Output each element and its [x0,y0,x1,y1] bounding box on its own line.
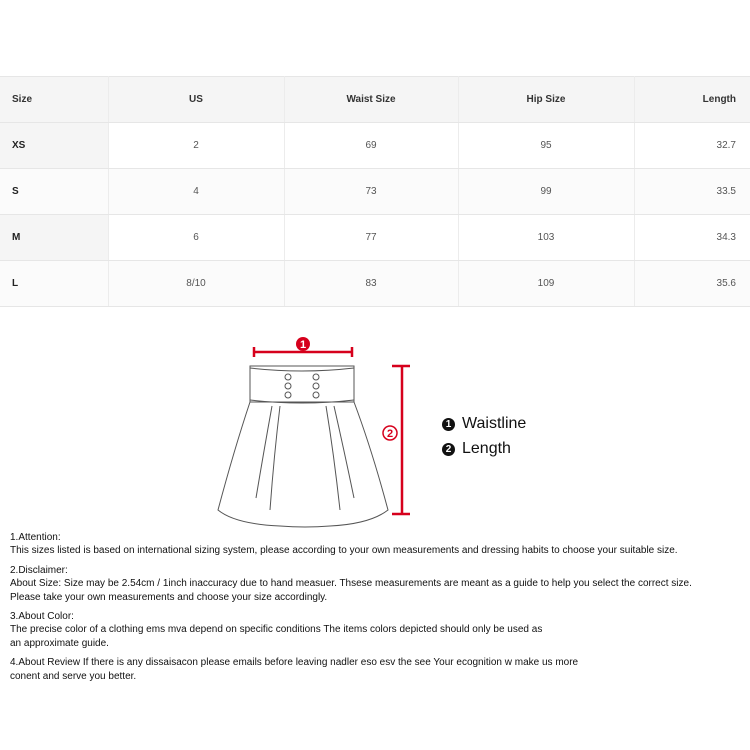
note-disclaimer [10,564,750,604]
cell-length: 35.6 [634,261,750,307]
cell-waist: 83 [284,261,458,307]
notes-section [10,531,750,689]
button-icon [313,374,319,380]
note-line: About Size: Size may be 2.54cm / 1inch inaccuracy due to hand measuer. Thsese measurements are meant as a guide to help you select the correct size. [10,578,692,590]
cell-hip: 95 [458,123,634,169]
waistband-top-edge [250,368,354,371]
size-chart-table [0,76,750,307]
note-line: an approximate guide. [10,637,109,649]
legend-number: 2 [442,443,455,456]
pleat-line [270,406,280,510]
cell-length: 34.3 [634,215,750,261]
length-measure [392,366,410,514]
note-line: conent and serve you better. [10,670,137,682]
cell-size: S [0,169,108,215]
skirt-illustration [218,366,388,527]
note-title: 1.Attention: [10,532,61,543]
cell-hip: 109 [458,261,634,307]
header-hip-size: Hip Size [458,77,634,123]
note-title: 2.Disclaimer: [10,564,68,576]
cell-us: 4 [108,169,284,215]
cell-us: 2 [108,123,284,169]
legend-item-length [442,440,526,458]
header-length: Length [634,77,750,123]
legend-number: 1 [442,418,455,431]
button-icon [313,383,319,389]
table-row [0,215,750,261]
note-line: This sizes listed is based on international sizing system, please according to your own measurements and dressing habits to choose your suitable size. [10,545,678,557]
header-us: US [108,77,284,123]
table-header-row [0,77,750,123]
legend-label: Waistline [462,415,527,432]
legend-item-waistline [442,415,526,433]
marker-2-label: 2 [386,428,394,440]
cell-waist: 77 [284,215,458,261]
cell-length: 32.7 [634,123,750,169]
button-icon [285,392,291,398]
pleat-line [256,406,272,498]
button-icon [285,374,291,380]
note-line: 4.About Review If there is any dissaisacon please emails before leaving nadler eso esv the see Your ecognition w make us more [10,657,579,669]
cell-size: L [0,261,108,307]
table-row [0,123,750,169]
legend-label: Length [462,440,511,457]
note-title: 3.About Color: [10,611,74,623]
skirt-body-outline [218,402,388,527]
header-size: Size [0,77,108,123]
cell-us: 6 [108,215,284,261]
cell-waist: 73 [284,169,458,215]
button-icon [285,383,291,389]
cell-hip: 99 [458,169,634,215]
note-line: Please take your own measurements and choose your size accordingly. [10,591,328,603]
button-icon [313,392,319,398]
note-color [10,610,750,650]
cell-size: M [0,215,108,261]
cell-length: 33.5 [634,169,750,215]
cell-hip: 103 [458,215,634,261]
note-review [10,656,750,683]
marker-1-label: 1 [299,339,307,351]
skirt-measurement-diagram [210,330,420,530]
note-line: The precise color of a clothing ems mva depend on specific conditions The items colors depicted should only be used as [10,624,543,636]
note-attention [10,531,750,558]
table-row [0,261,750,307]
diagram-legend [442,415,526,465]
cell-waist: 69 [284,123,458,169]
cell-us: 8/10 [108,261,284,307]
cell-size: XS [0,123,108,169]
table-row [0,169,750,215]
header-waist-size: Waist Size [284,77,458,123]
